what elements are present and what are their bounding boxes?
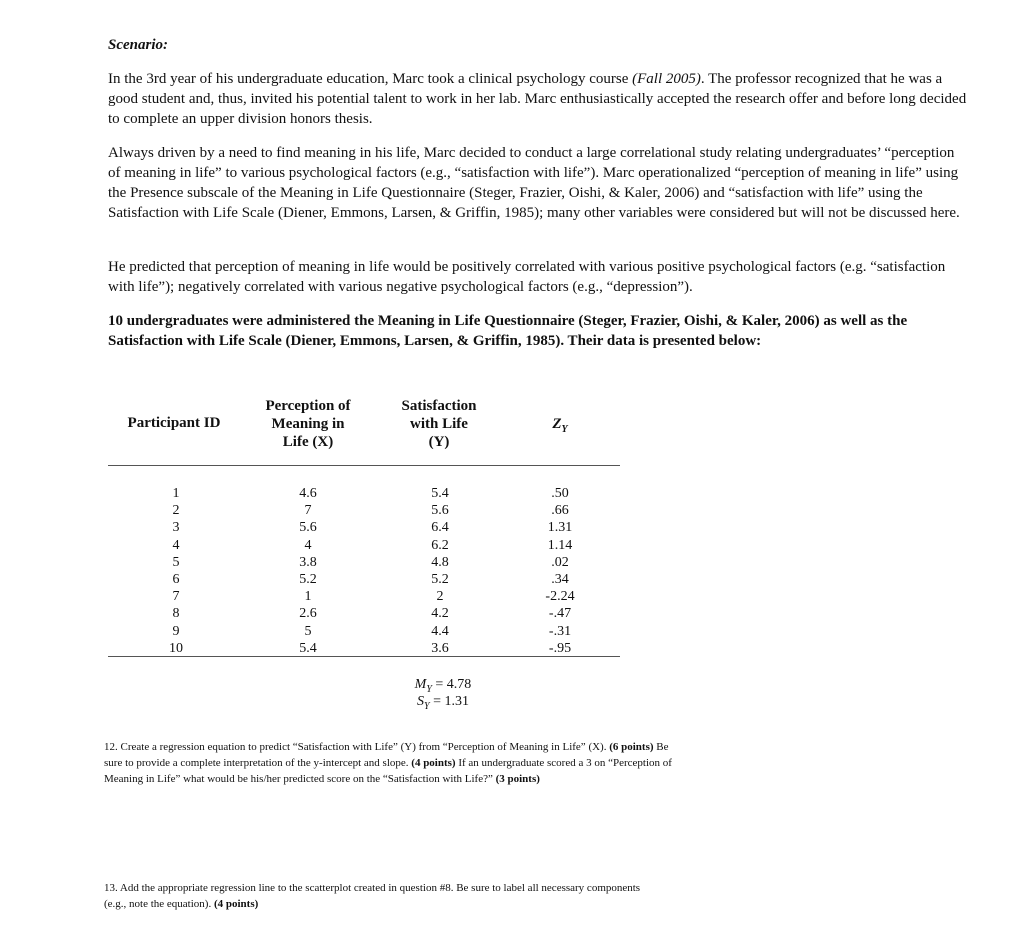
header-perception-meaning: [244, 397, 372, 451]
table-cell: 8: [172, 606, 180, 622]
q12-points-2: (4 points): [411, 757, 456, 769]
header-zy-letter: Z: [552, 416, 562, 432]
mean-symbol: M: [414, 677, 427, 692]
table-cell: 4.2: [431, 606, 449, 622]
table-cell: 7: [172, 589, 180, 605]
table-cell: 6.2: [431, 537, 449, 553]
table-cell: 5.2: [431, 571, 449, 587]
scenario-paragraph-1: [108, 69, 968, 129]
table-cell: 4.6: [299, 486, 317, 501]
table-cell: 2: [436, 589, 444, 605]
table-cell: 5.6: [431, 503, 449, 519]
sd-y-stat: [388, 694, 498, 715]
table-cell: 7: [304, 503, 312, 519]
header-zy: [520, 415, 600, 439]
header-satisfaction-life: [380, 397, 498, 451]
q12-text-1: 12. Create a regression equation to predict “Satisfaction with Life” (Y) from “Perception of Meaning in Life” (X).: [104, 741, 610, 753]
q13-points-1: (4 points): [213, 898, 259, 910]
table-cell: .50: [551, 486, 569, 501]
sd-value: = 1.31: [433, 694, 469, 709]
table-top-rule: [108, 465, 620, 466]
table-cell: 4: [172, 537, 180, 553]
table-cell: 5: [172, 554, 180, 570]
table-cell: -2.24: [545, 589, 575, 605]
header-x-line-3: Life (X): [282, 434, 334, 450]
table-bottom-rule: [108, 656, 620, 657]
table-cell: 5.6: [299, 520, 317, 536]
table-cell: 5.2: [299, 571, 317, 587]
q12-points-3: (3 points): [495, 773, 540, 785]
participant-id-column: [136, 485, 216, 657]
table-cell: 4: [304, 537, 312, 553]
table-cell: 1: [172, 486, 180, 501]
table-cell: 1: [304, 589, 312, 605]
table-cell: -.47: [548, 606, 572, 622]
para1-course-term: (Fall 2005): [632, 71, 701, 87]
scenario-paragraph-3: He predicted that perception of meaning in life would be positively correlated with various positive psychological factors (e.g. “satisfaction with life”); negatively correlated with various negative psychological factors (e.g., “depression”).: [108, 259, 946, 295]
header-x-line-2: Meaning in: [271, 416, 345, 432]
header-y-line-2: with Life: [410, 416, 468, 432]
table-cell: 3.8: [299, 554, 317, 570]
header-zy-subscript: Y: [561, 424, 568, 435]
zy-column: [520, 485, 600, 657]
sd-subscript: Y: [424, 700, 430, 712]
scenario-heading: Scenario:: [108, 37, 168, 53]
mean-subscript: Y: [426, 683, 432, 695]
satisfaction-y-column: [400, 485, 480, 657]
q13-text-1: 13. Add the appropriate regression line to the scatterplot created in question #8. Be sure to label all necessary components (e.g., note the equation).: [104, 882, 641, 910]
q12-points-1: (6 points): [609, 741, 654, 753]
q12-text-2: Be sure to provide a complete interpretation of the y-intercept and slope.: [104, 741, 669, 769]
table-cell: 3: [172, 520, 180, 536]
table-cell: .34: [551, 571, 569, 587]
table-cell: 6: [172, 571, 180, 587]
header-participant-id: Participant ID: [127, 415, 221, 431]
data-intro-paragraph: 10 undergraduates were administered the Meaning in Life Questionnaire (Steger, Frazier, Oishi, & Kaler, 2006) as well as the Satisfaction with Life Scale (Diener, Emmons, Larsen, & Griffin, 1985). Their data is presented below:: [108, 313, 908, 349]
table-cell: 5.4: [431, 486, 449, 501]
sd-symbol: S: [417, 694, 425, 709]
table-cell: 2: [172, 503, 180, 519]
mean-value: = 4.78: [435, 677, 472, 692]
question-13: [104, 880, 664, 912]
table-cell: 1.14: [547, 537, 573, 553]
header-y-line-1: Satisfaction: [401, 398, 477, 414]
table-cell: 4.4: [431, 623, 449, 639]
para1-text-c: . The professor recognized that he was a good student and, thus, invited his potential talent to work in her lab. Marc enthusiastically accepted the research offer and before long decided to complete an upper division honors thesis.: [108, 71, 967, 127]
table-cell: 6.4: [431, 520, 449, 536]
table-cell: 10: [169, 640, 183, 656]
perception-x-column: [268, 485, 348, 657]
question-12: [104, 739, 684, 787]
table-cell: 3.6: [431, 640, 449, 656]
table-cell: 9: [172, 623, 180, 639]
table-cell: .02: [551, 554, 569, 570]
table-cell: 5: [304, 623, 312, 639]
scenario-paragraph-2: Always driven by a need to find meaning in his life, Marc decided to conduct a large correlational study relating undergraduates’ “perception of meaning in life” to various psychological factors (e.g., “satisfaction with life”). Marc operationalized “perception of meaning in life” using the Presence subscale of the Meaning in Life Questionnaire (Steger, Frazier, Oishi, & Kaler, 2006) and “satisfaction with life” using the Satisfaction with Life Scale (Diener, Emmons, Larsen, & Griffin, 1985); many other variables were considered but will not be discussed here.: [108, 145, 960, 221]
table-cell: 4.8: [431, 554, 449, 570]
table-cell: -.31: [548, 623, 572, 639]
table-cell: 2.6: [299, 606, 317, 622]
table-cell: 5.4: [299, 640, 317, 656]
table-cell: 1.31: [547, 520, 573, 536]
table-cell: -.95: [548, 640, 572, 656]
table-cell: .66: [551, 503, 569, 519]
header-x-line-1: Perception of: [265, 398, 351, 414]
header-y-line-3: (Y): [428, 434, 450, 450]
q12-text-3: If an undergraduate scored a 3 on “Perception of Meaning in Life” what would be his/her predicted score on the “Satisfaction with Life?”: [104, 757, 672, 785]
para1-text-a: In the 3rd year of his undergraduate education, Marc took a clinical psychology course: [108, 71, 633, 87]
